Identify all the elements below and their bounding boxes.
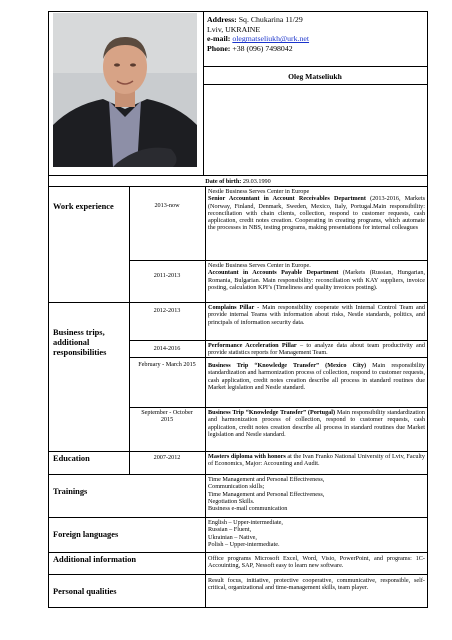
section-additional-information: Additional information bbox=[53, 555, 137, 564]
trip-4-description: Business Trip “Knowledge Transfer” (Portugal) Main responsibility standardization and harmonization process of collection, respond to customer requests, cash application, credit notes creation describe all process in standard routines due Market legislation and Nestle standard. bbox=[208, 409, 426, 438]
email-label: e-mail: bbox=[207, 34, 231, 44]
list-item: Time Management and Personal Effectiveness, bbox=[208, 490, 325, 498]
list-item: Ukrainian – Native, bbox=[208, 533, 257, 541]
contact-block bbox=[207, 15, 309, 53]
trip-1-description: Complains Pillar - Main responsibility cooperate with Internal Control Team and provide internal Teams with information about risks, Nestle standards, politics, and principals of information security data. bbox=[208, 304, 425, 326]
address-line1: Sq. Chukarina 11/29 bbox=[238, 15, 303, 24]
list-item: Communication skills; bbox=[208, 483, 265, 491]
cv-table bbox=[48, 11, 428, 608]
phone-number: +38 (096) 7498042 bbox=[232, 43, 293, 53]
date-trip-1: 2012-2013 bbox=[153, 307, 181, 314]
section-work-experience: Work experience bbox=[53, 202, 114, 211]
date-of-birth: Date of birth: 29.03.1990 bbox=[205, 178, 271, 185]
address-label: Address: bbox=[207, 15, 237, 24]
languages-list bbox=[208, 519, 425, 548]
job-1-description: Nestle Business Serves Center in Europe Senior Accountant in Account Receivables Department (2013-2016, Markets (Norway, Finland, Denmark, Sweden, Mexico, Italy, Portugal.Main responsibility: reconciliation with chain clients, collection, respond to customer requests, cash application, credit notes creation. Cooperating in creating programs, which automate the processes in NBS, testing programs, making presentations for internal colleagues bbox=[208, 188, 425, 232]
list-item: Business e-mail communication bbox=[208, 505, 288, 513]
trip-3-description: Business Trip “Knowledge Transfer” (Mexico City) Main responsibility standardization and harmonization process of collection, respond to customer requests, cash application, credit notes creation describe all process in standard routines due Market legislation and Nestle standard. bbox=[208, 362, 426, 391]
date-trip-3: February - March 2015 bbox=[138, 361, 196, 368]
section-personal-qualities: Personal qualities bbox=[53, 587, 117, 596]
list-item: Time Management and Personal Effectiveness, bbox=[208, 476, 325, 483]
trainings-list bbox=[208, 476, 425, 512]
list-item: Negotiation Skills. bbox=[208, 497, 255, 505]
trip-2-description: Performance Acceleration Pillar – to analyze data about team productivity and provide statistics reports for Management Team. bbox=[208, 342, 425, 357]
date-trip-4: September - October 2015 bbox=[141, 409, 193, 424]
full-name: Oleg Matseliukh bbox=[288, 72, 342, 81]
personal-qualities-text: Result focus, initiative, protective cooperative, communicative, responsible, self-critical, organizational and time-management skills, team player. bbox=[208, 577, 425, 592]
additional-information-text: Office programs Microsoft Excel, Word, Visio, PowerPoint, and programs: 1C-Accouinting, SAP, Nessoft easy to learn new software. bbox=[208, 555, 425, 570]
list-item: Polish – Upper-intermediate. bbox=[208, 540, 280, 548]
address-line2: Lviv, UKRAINE bbox=[207, 24, 261, 34]
list-item: Russian – Fluent, bbox=[208, 526, 252, 534]
section-education: Education bbox=[53, 454, 90, 463]
section-trainings: Trainings bbox=[53, 487, 88, 496]
list-item: English – Upper-intermediate, bbox=[208, 519, 283, 526]
date-job-2: 2011-2013 bbox=[153, 272, 181, 279]
email-link[interactable]: olegmatseliukh@urk.net bbox=[232, 34, 310, 44]
date-job-1: 2013-now bbox=[154, 202, 180, 209]
education-description: Masters diploma with honors at the Ivan Franko National University of Lviv, Faculty of Economics, Major: Accounting and Audit. bbox=[208, 453, 425, 468]
profile-photo bbox=[53, 13, 197, 167]
job-2-description: Nestle Business Serves Center in Europe. Accountant in Accounts Payable Department (Markets (Russian, Hungarian, Romania, Bulgarian. Main responsibility: reconciliation with KAY suppliers, invoice posting, calculation KPI’s (Timeliness and quality invoices posting). bbox=[208, 262, 425, 291]
phone-label: Phone: bbox=[207, 43, 231, 53]
date-education: 2007-2012 bbox=[153, 454, 181, 461]
section-business-trips: Business trips, additional responsibilities bbox=[53, 328, 107, 357]
date-trip-2: 2014-2016 bbox=[153, 345, 181, 352]
section-foreign-languages: Foreign languages bbox=[53, 530, 119, 539]
